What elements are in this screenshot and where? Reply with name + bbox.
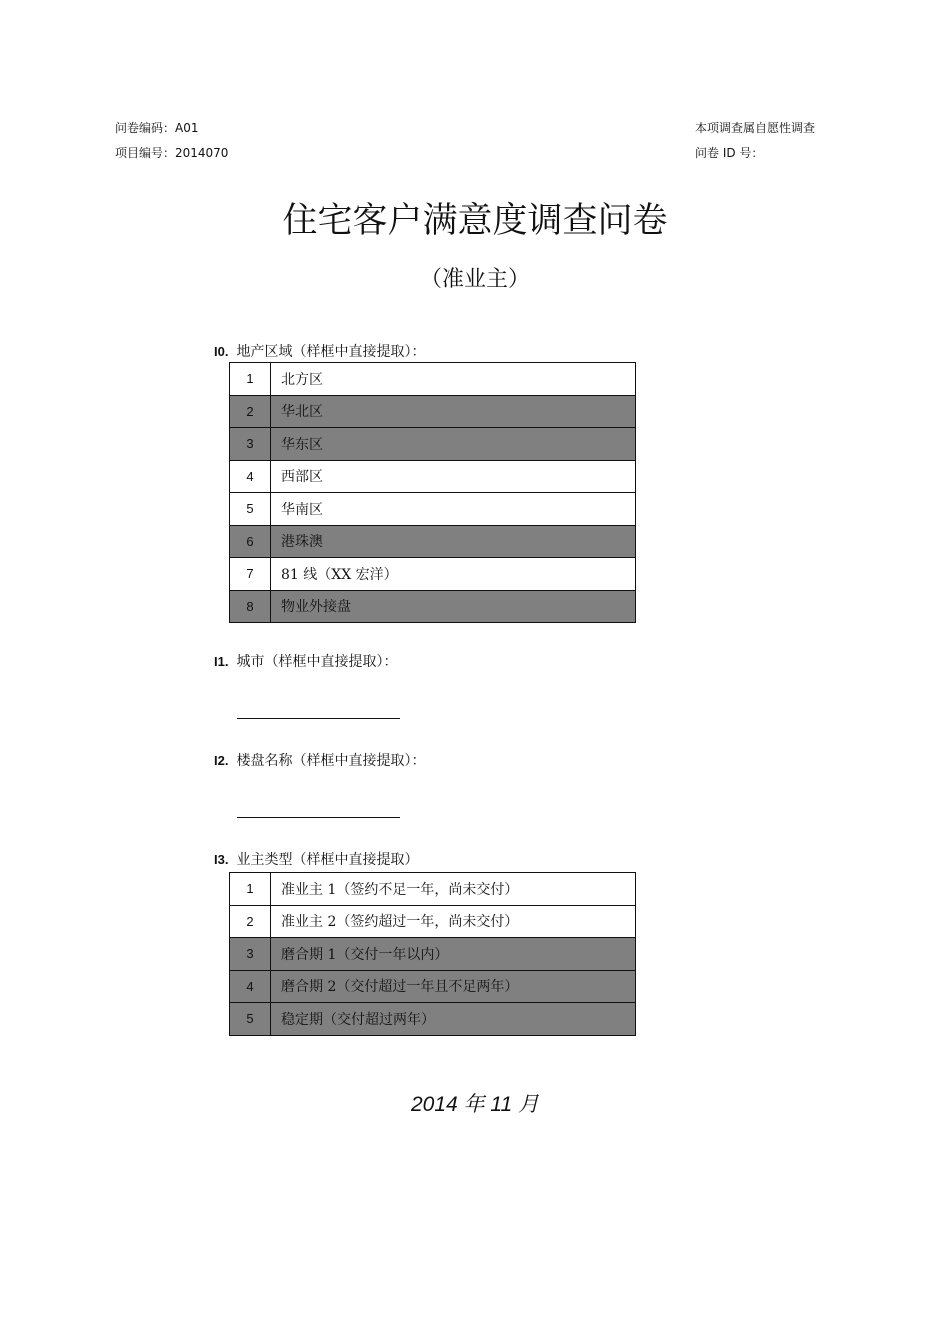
option-number: 1	[230, 363, 271, 396]
region-options-table	[229, 362, 636, 623]
question-i2	[214, 752, 425, 770]
option-label: 81 线（XX 宏洋）	[271, 558, 636, 591]
questionnaire-code: 问卷编码：A01	[115, 121, 199, 135]
option-number: 4	[230, 970, 271, 1003]
city-answer-line[interactable]	[237, 718, 400, 719]
question-text: 楼盘名称（样框中直接提取）：	[236, 753, 426, 769]
option-number: 6	[230, 525, 271, 558]
question-code: I1.	[214, 654, 229, 669]
option-row[interactable]	[230, 873, 636, 906]
option-row[interactable]	[230, 970, 636, 1003]
property-name-answer-line[interactable]	[237, 817, 400, 818]
option-label: 物业外接盘	[271, 590, 636, 623]
region-options	[230, 363, 636, 623]
option-label: 华东区	[271, 428, 636, 461]
option-row[interactable]	[230, 938, 636, 971]
option-number: 1	[230, 873, 271, 906]
option-row[interactable]	[230, 558, 636, 591]
option-number: 5	[230, 493, 271, 526]
option-label: 北方区	[271, 363, 636, 396]
option-row[interactable]	[230, 1003, 636, 1036]
option-row[interactable]	[230, 428, 636, 461]
voluntary-note: 本项调查属自愿性调查	[695, 121, 816, 135]
option-label: 华北区	[271, 395, 636, 428]
option-row[interactable]	[230, 590, 636, 623]
option-number: 4	[230, 460, 271, 493]
option-number: 8	[230, 590, 271, 623]
option-row[interactable]	[230, 460, 636, 493]
option-label: 准业主 2（签约超过一年，尚未交付）	[271, 905, 636, 938]
option-number: 5	[230, 1003, 271, 1036]
question-code: I3.	[214, 852, 229, 867]
option-number: 2	[230, 395, 271, 428]
question-text: 城市（样框中直接提取）：	[236, 654, 398, 670]
option-row[interactable]	[230, 363, 636, 396]
option-row[interactable]	[230, 525, 636, 558]
option-label: 准业主 1（签约不足一年，尚未交付）	[271, 873, 636, 906]
option-label: 港珠澳	[271, 525, 636, 558]
option-label: 西部区	[271, 460, 636, 493]
option-label: 稳定期（交付超过两年）	[271, 1003, 636, 1036]
option-row[interactable]	[230, 395, 636, 428]
option-label: 磨合期 2（交付超过一年且不足两年）	[271, 970, 636, 1003]
option-label: 华南区	[271, 493, 636, 526]
owner-type-options	[230, 873, 636, 1036]
question-i1	[214, 653, 397, 671]
project-number: 项目编号：2014070	[115, 146, 229, 160]
question-code: I2.	[214, 753, 229, 768]
question-i3	[214, 851, 418, 869]
option-label: 磨合期 1（交付一年以内）	[271, 938, 636, 971]
survey-date: 2014 年 11 月	[410, 1093, 540, 1116]
option-number: 7	[230, 558, 271, 591]
question-i0	[214, 343, 425, 361]
page-subtitle: （准业主）	[419, 267, 530, 292]
page-title: 住宅客户满意度调查问卷	[282, 201, 668, 241]
questionnaire-id-label: 问卷 ID 号：	[695, 146, 764, 160]
option-number: 2	[230, 905, 271, 938]
option-row[interactable]	[230, 493, 636, 526]
option-number: 3	[230, 938, 271, 971]
question-text: 地产区域（样框中直接提取）：	[236, 344, 426, 360]
option-number: 3	[230, 428, 271, 461]
owner-type-options-table	[229, 872, 636, 1036]
question-code: I0.	[214, 344, 229, 359]
option-row[interactable]	[230, 905, 636, 938]
question-text: 业主类型（样框中直接提取）	[236, 852, 419, 868]
